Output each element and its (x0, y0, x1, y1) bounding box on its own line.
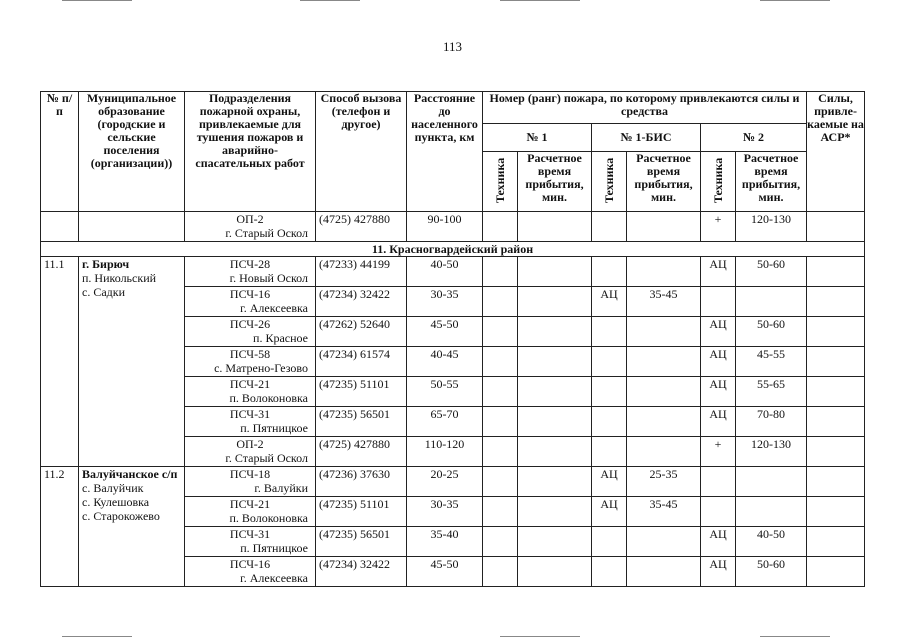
table-row (41, 242, 865, 257)
distance-cell: 90-100 (407, 212, 483, 242)
rank2-tech-cell (701, 287, 736, 317)
unit-name: ПСЧ-21 (229, 377, 271, 391)
rank1bis-eta-cell: 25-35 (627, 467, 701, 497)
unit-location: п. Волоконовка (229, 391, 308, 405)
asr-cell (807, 287, 865, 317)
rank2-tech-cell: АЦ (701, 257, 736, 287)
unit-location: п. Волоконовка (229, 511, 308, 525)
rank1bis-eta-cell (627, 257, 701, 287)
header-tech-1bis: Техника (601, 157, 616, 203)
unit-location: г. Алексеевка (240, 301, 308, 315)
rank1bis-eta-cell (627, 377, 701, 407)
rank1-tech-cell (483, 377, 518, 407)
distance-cell: 40-50 (407, 257, 483, 287)
rank2-tech-cell: АЦ (701, 347, 736, 377)
unit-location: п. Красное (253, 331, 308, 345)
distance-cell: 35-40 (407, 527, 483, 557)
phone-cell: (47234) 32422 (316, 287, 407, 317)
unit-cell (185, 317, 316, 347)
phone-cell: (47234) 32422 (316, 557, 407, 587)
unit-cell (185, 212, 316, 242)
rank1-eta-cell (518, 527, 592, 557)
rank1bis-tech-cell (592, 257, 627, 287)
rank2-eta-cell: 50-60 (736, 317, 807, 347)
municipality-cell (79, 212, 185, 242)
rank1bis-tech-cell (592, 317, 627, 347)
rank1-tech-cell (483, 317, 518, 347)
rank1-eta-cell (518, 407, 592, 437)
header-tech-2: Техника (710, 157, 725, 203)
unit-cell (185, 407, 316, 437)
unit-name: ПСЧ-26 (229, 317, 271, 331)
header-rank-group: Номер (ранг) пожара, по которому привлекаются силы и средства (483, 92, 807, 124)
phone-cell: (47236) 37630 (316, 467, 407, 497)
rank1-eta-cell (518, 437, 592, 467)
settlement-name: с. Валуйчик (82, 481, 144, 495)
rank2-eta-cell: 50-60 (736, 557, 807, 587)
asr-cell (807, 437, 865, 467)
rank1-tech-cell (483, 407, 518, 437)
rank2-tech-cell (701, 467, 736, 497)
page-number: 113 (442, 39, 463, 54)
unit-location: г. Валуйки (254, 481, 308, 495)
rank2-tech-cell: + (701, 437, 736, 467)
unit-name: ПСЧ-31 (229, 527, 271, 541)
num-cell (41, 212, 79, 242)
phone-cell: (47262) 52640 (316, 317, 407, 347)
rank1-tech-cell (483, 287, 518, 317)
rank1bis-tech-cell (592, 407, 627, 437)
header-municipality: Муниципальное образование (городские и сельские поселения (организации)) (79, 92, 185, 212)
unit-name: ПСЧ-16 (229, 557, 271, 571)
rank1-tech-cell (483, 557, 518, 587)
distance-cell: 45-50 (407, 317, 483, 347)
header-asr: Силы, привле-каемые на АСР* (807, 92, 865, 212)
header-eta-1bis: Расчетное время прибытия, мин. (627, 152, 701, 212)
rank2-eta-cell: 40-50 (736, 527, 807, 557)
header-rank-1bis: № 1-БИС (592, 124, 701, 152)
table-row (41, 212, 865, 242)
rank2-eta-cell (736, 497, 807, 527)
distance-cell: 30-35 (407, 287, 483, 317)
rank2-eta-cell (736, 287, 807, 317)
unit-name: ПСЧ-58 (229, 347, 271, 361)
num-cell: 11.2 (41, 467, 79, 587)
distance-cell: 20-25 (407, 467, 483, 497)
header-num: № п/п (41, 92, 79, 212)
rank1bis-eta-cell (627, 437, 701, 467)
distance-cell: 110-120 (407, 437, 483, 467)
rank1bis-eta-cell (627, 317, 701, 347)
unit-cell (185, 287, 316, 317)
distance-cell: 40-45 (407, 347, 483, 377)
rank2-tech-cell: АЦ (701, 407, 736, 437)
rank1bis-tech-cell (592, 557, 627, 587)
unit-name: ПСЧ-18 (229, 467, 271, 481)
unit-cell (185, 557, 316, 587)
unit-name: ПСЧ-28 (229, 257, 271, 271)
rank1bis-eta-cell (627, 527, 701, 557)
distance-cell: 50-55 (407, 377, 483, 407)
unit-location: г. Старый Оскол (225, 226, 308, 240)
settlement-name: с. Садки (82, 285, 126, 299)
rank1-eta-cell (518, 347, 592, 377)
rank1-tech-cell (483, 467, 518, 497)
unit-cell (185, 347, 316, 377)
rank2-eta-cell: 45-55 (736, 347, 807, 377)
rank1bis-tech-cell (592, 437, 627, 467)
rank1bis-eta-cell: 35-45 (627, 287, 701, 317)
header-rank-1: № 1 (483, 124, 592, 152)
asr-cell (807, 407, 865, 437)
settlement-name: п. Никольский (82, 271, 157, 285)
phone-cell: (47235) 51101 (316, 497, 407, 527)
distance-cell: 45-50 (407, 557, 483, 587)
unit-cell (185, 437, 316, 467)
rank1-tech-cell (483, 347, 518, 377)
rank1-tech-cell (483, 527, 518, 557)
rank1-eta-cell (518, 317, 592, 347)
unit-name: ПСЧ-21 (229, 497, 271, 511)
rank1bis-tech-cell (592, 527, 627, 557)
unit-location: г. Новый Оскол (229, 271, 308, 285)
unit-location: с. Матрено-Гезово (214, 361, 308, 375)
table-row (41, 467, 865, 497)
rank1bis-tech-cell (592, 377, 627, 407)
rank2-tech-cell: АЦ (701, 527, 736, 557)
asr-cell (807, 347, 865, 377)
settlement-name: с. Старокожево (82, 509, 160, 523)
table-body (41, 212, 865, 587)
unit-cell (185, 257, 316, 287)
asr-cell (807, 257, 865, 287)
rank1-eta-cell (518, 377, 592, 407)
unit-cell (185, 527, 316, 557)
phone-cell: (4725) 427880 (316, 212, 407, 242)
phone-cell: (47235) 51101 (316, 377, 407, 407)
phone-cell: (47235) 56501 (316, 407, 407, 437)
fire-forces-table (40, 91, 865, 587)
phone-cell: (47235) 56501 (316, 527, 407, 557)
header-units: Подразделения пожарной охраны, привлекаемые для тушения пожаров и аварийно-спасательных работ (185, 92, 316, 212)
unit-cell (185, 497, 316, 527)
asr-cell (807, 377, 865, 407)
section-title: 11. Красногвардейский район (41, 242, 865, 257)
rank1bis-tech-cell: АЦ (592, 497, 627, 527)
rank1-eta-cell (518, 497, 592, 527)
header-distance: Расстояние до населенного пункта, км (407, 92, 483, 212)
rank1-eta-cell (518, 257, 592, 287)
asr-cell (807, 497, 865, 527)
rank2-eta-cell: 70-80 (736, 407, 807, 437)
rank1-eta-cell (518, 287, 592, 317)
rank1bis-eta-cell (627, 347, 701, 377)
rank1bis-eta-cell (627, 557, 701, 587)
unit-location: г. Алексеевка (240, 571, 308, 585)
header-eta-2: Расчетное время прибытия, мин. (736, 152, 807, 212)
rank2-eta-cell (736, 467, 807, 497)
municipality-cell (79, 467, 185, 587)
asr-cell (807, 212, 865, 242)
municipality-cell (79, 257, 185, 467)
rank1bis-eta-cell (627, 407, 701, 437)
header-rank-2: № 2 (701, 124, 807, 152)
rank2-eta-cell: 55-65 (736, 377, 807, 407)
num-cell: 11.1 (41, 257, 79, 467)
unit-name: ОП-2 (236, 212, 264, 226)
municipality-title: г. Бирюч (82, 257, 130, 271)
unit-cell (185, 467, 316, 497)
asr-cell (807, 317, 865, 347)
settlement-name: с. Кулешовка (82, 495, 150, 509)
header-call-method: Способ вызова (телефон и другое) (316, 92, 407, 212)
unit-name: ПСЧ-16 (229, 287, 271, 301)
header-eta-1: Расчетное время прибытия, мин. (518, 152, 592, 212)
rank1-tech-cell (483, 437, 518, 467)
rank1-tech-cell (483, 257, 518, 287)
rank1bis-tech-cell: АЦ (592, 467, 627, 497)
unit-cell (185, 377, 316, 407)
distance-cell: 30-35 (407, 497, 483, 527)
unit-location: г. Старый Оскол (225, 451, 308, 465)
unit-name: ОП-2 (236, 437, 264, 451)
asr-cell (807, 527, 865, 557)
phone-cell: (47234) 61574 (316, 347, 407, 377)
distance-cell: 65-70 (407, 407, 483, 437)
rank1bis-tech-cell: АЦ (592, 287, 627, 317)
rank2-eta-cell: 50-60 (736, 257, 807, 287)
phone-cell: (47233) 44199 (316, 257, 407, 287)
rank1bis-tech-cell (592, 347, 627, 377)
asr-cell (807, 467, 865, 497)
municipality-title: Валуйчанское с/п (82, 467, 178, 481)
rank2-tech-cell: + (701, 212, 736, 242)
phone-cell: (4725) 427880 (316, 437, 407, 467)
table-row (41, 257, 865, 287)
asr-cell (807, 557, 865, 587)
rank1-eta-cell (518, 212, 592, 242)
rank2-tech-cell (701, 497, 736, 527)
rank1-eta-cell (518, 557, 592, 587)
rank1-tech-cell (483, 212, 518, 242)
unit-location: п. Пятницкое (240, 541, 308, 555)
rank2-eta-cell: 120-130 (736, 437, 807, 467)
rank1-eta-cell (518, 467, 592, 497)
rank2-tech-cell: АЦ (701, 317, 736, 347)
rank1bis-tech-cell (592, 212, 627, 242)
rank1bis-eta-cell: 35-45 (627, 497, 701, 527)
rank2-tech-cell: АЦ (701, 557, 736, 587)
rank1-tech-cell (483, 497, 518, 527)
rank2-eta-cell: 120-130 (736, 212, 807, 242)
unit-name: ПСЧ-31 (229, 407, 271, 421)
rank1bis-eta-cell (627, 212, 701, 242)
header-tech-1: Техника (492, 157, 507, 203)
unit-location: п. Пятницкое (240, 421, 308, 435)
rank2-tech-cell: АЦ (701, 377, 736, 407)
